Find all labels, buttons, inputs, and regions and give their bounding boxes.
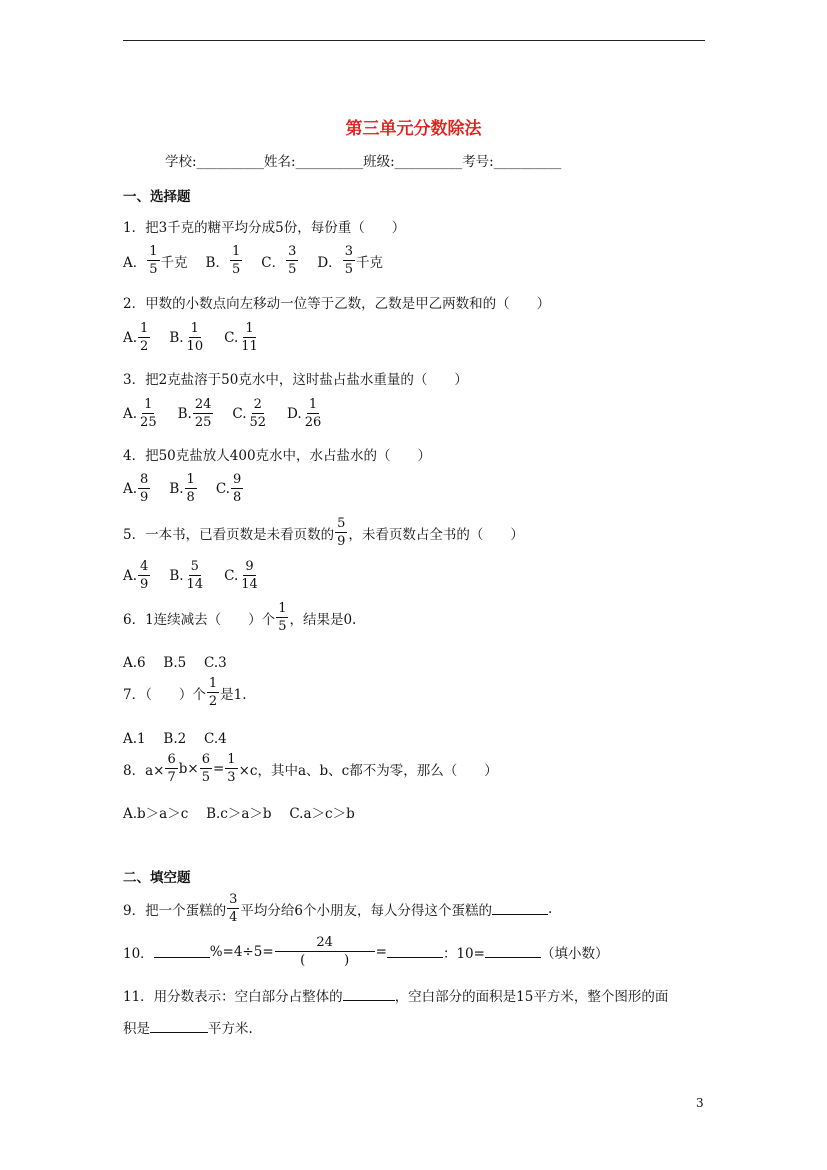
fraction: $\frac{1}{10}$: [186, 321, 204, 354]
option-c: C. $\frac{9}{8}$: [215, 472, 242, 505]
fraction: $\frac{6}{5}$: [201, 752, 210, 785]
option-a: A. $\frac{8}{9}$: [123, 472, 149, 505]
question-1-options: [123, 245, 401, 276]
question-6-options: A.6 B.5 C.3: [123, 655, 227, 671]
question-11-line-1: 11．用分数表示：空白部分占整体的 ，空白部分的面积是15平方米，整个图形的面: [123, 989, 669, 1005]
option-a: A． $\frac{1}{5}$ 千克: [123, 244, 188, 277]
page-number: 3: [696, 1096, 704, 1110]
fraction: $\frac{5}{9}$: [337, 516, 346, 549]
answer-blank[interactable]: [343, 988, 395, 1001]
fraction: $\frac{1}{5}$: [278, 601, 287, 634]
option-c: C. $\frac{2}{52}$: [232, 397, 267, 430]
section-heading-fill: 二、填空题: [123, 870, 191, 886]
fraction: $\frac{3}{5}$: [288, 244, 297, 277]
question-5-options: [123, 560, 279, 591]
question-7-options: A.1 B.2 C.4: [123, 731, 227, 747]
option-c: C． $\frac{3}{5}$: [261, 244, 297, 277]
question-2-text: 2．甲数的小数点向左移动一位等于乙数，乙数是甲乙两数和的（ ）: [123, 296, 551, 312]
option-b: B. $\frac{1}{8}$: [169, 472, 195, 505]
fraction: $\frac{8}{9}$: [140, 472, 149, 505]
fraction: $\frac{4}{9}$: [140, 559, 149, 592]
fraction: $\frac{9}{14}$: [241, 559, 258, 592]
option-c: C. $\frac{9}{14}$: [224, 559, 258, 592]
fraction: $\frac{1}{2}$: [140, 321, 149, 354]
question-9-text: 9．把一个蛋糕的 $\frac{3}{4}$ 平均分给6个小朋友，每人分得这个蛋糕的 .: [123, 892, 553, 925]
fraction: $\frac{6}{7}$: [167, 752, 176, 785]
question-11-line-2: 积是 平方米.: [123, 1021, 253, 1037]
option-b: B. $\frac{5}{14}$: [169, 559, 204, 592]
answer-blank[interactable]: [387, 945, 443, 958]
option-a: A. $\frac{1}{2}$: [123, 321, 149, 354]
fraction: $\frac{9}{8}$: [232, 472, 242, 505]
question-2-options: [123, 322, 279, 353]
question-5-text: 5．一本书，已看页数是未看页数的 $\frac{5}{9}$ ，未看页数占全书的（ ）: [123, 516, 524, 549]
fraction: $\frac{24}{( )}$: [275, 936, 375, 967]
option-a: A. $\frac{4}{9}$: [123, 559, 149, 592]
fraction: $\frac{3}{5}$: [344, 244, 353, 277]
option-c: C. $\frac{1}{11}$: [224, 321, 258, 354]
header-rule: [123, 40, 705, 41]
answer-blank[interactable]: [150, 1020, 208, 1033]
option-d: D. $\frac{1}{26}$: [287, 397, 322, 430]
page-title: 第三单元分数除法: [345, 119, 482, 139]
question-6-text: 6．1连续减去（ ）个 $\frac{1}{5}$ ，结果是0.: [123, 601, 357, 634]
fraction: $\frac{1}{5}$: [231, 244, 241, 277]
student-info-line: 学校:__________姓名:__________班级:__________考号:__________: [165, 154, 562, 170]
question-8-options: A.b＞a＞c B.c＞a＞b C.a＞c＞b: [123, 806, 355, 822]
fraction: $\frac{1}{8}$: [186, 472, 195, 505]
option-d: D． $\frac{3}{5}$ 千克: [317, 244, 383, 277]
question-10-text: 10． %=4÷5= $\frac{24}{( )}$ = ：10= （填小数）: [123, 935, 609, 968]
answer-blank[interactable]: [492, 902, 548, 915]
question-7-text: 7．（ ）个 $\frac{1}{2}$ 是1.: [123, 676, 247, 709]
question-4-text: 4．把50克盐放人400克水中，水占盐水的（ ）: [123, 448, 432, 464]
question-4-options: [123, 473, 262, 504]
question-8-text: 8．a× $\frac{6}{7}$ b× $\frac{6}{5}$ = $\frac{1}{3}$ ×c，其中a、b、c都不为零，那么（ ）: [123, 752, 498, 785]
fraction: $\frac{1}{25}$: [140, 397, 157, 430]
fraction: $\frac{1}{3}$: [227, 752, 236, 785]
fraction: $\frac{24}{25}$: [194, 397, 212, 430]
fraction: $\frac{2}{52}$: [249, 397, 267, 430]
fraction: $\frac{5}{14}$: [186, 559, 204, 592]
section-heading-choice: 一、选择题: [123, 189, 191, 205]
fraction: $\frac{1}{26}$: [304, 397, 322, 430]
answer-blank[interactable]: [485, 945, 541, 958]
fraction: $\frac{1}{5}$: [149, 244, 158, 277]
option-b: B. $\frac{1}{10}$: [169, 321, 204, 354]
option-b: B. $\frac{24}{25}$: [177, 397, 212, 430]
question-3-options: [123, 398, 342, 429]
fraction: $\frac{1}{11}$: [241, 321, 258, 354]
fraction: $\frac{3}{4}$: [229, 892, 238, 925]
fraction: $\frac{1}{2}$: [208, 676, 218, 709]
option-b: B． $\frac{1}{5}$: [205, 244, 241, 277]
option-a: A. $\frac{1}{25}$: [123, 397, 157, 430]
answer-blank[interactable]: [154, 945, 210, 958]
question-1-text: 1．把3千克的糖平均分成5份，每份重（ ）: [123, 220, 406, 236]
question-3-text: 3．把2克盐溶于50克水中，这时盐占盐水重量的（ ）: [123, 372, 468, 388]
